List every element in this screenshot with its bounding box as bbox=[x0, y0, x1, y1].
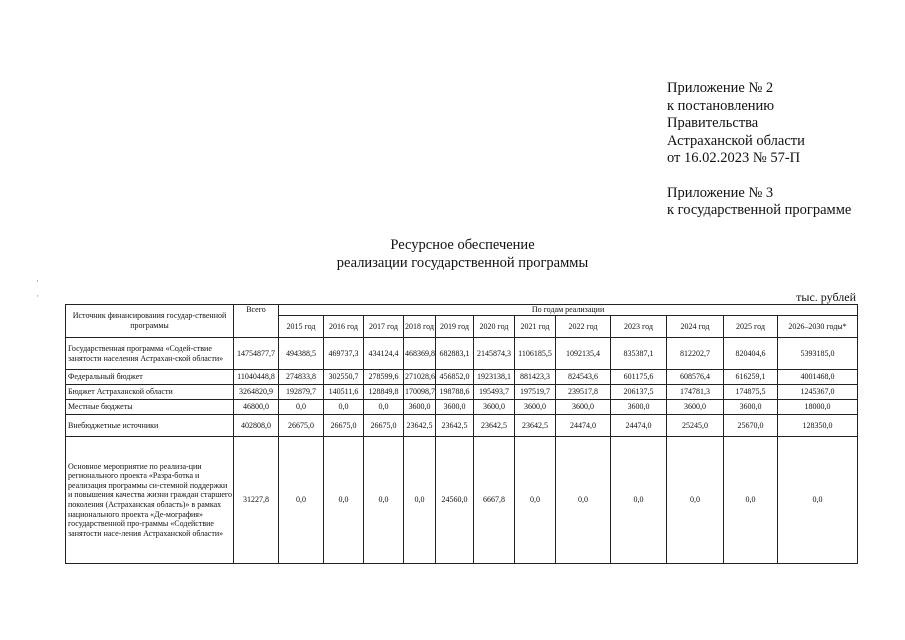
row-total: 31227,8 bbox=[234, 437, 279, 564]
row-total: 11040448,8 bbox=[234, 370, 279, 385]
year-value-cell: 23642,5 bbox=[474, 415, 515, 437]
year-value-cell: 24474,0 bbox=[611, 415, 667, 437]
header-year: 2015 год bbox=[279, 316, 324, 338]
year-value-cell: 1092135,4 bbox=[556, 338, 611, 370]
appendix-line: Астраханской области bbox=[667, 132, 805, 149]
year-value-cell: 3600,0 bbox=[556, 400, 611, 415]
resource-table bbox=[65, 304, 858, 564]
year-value-cell: 18000,0 bbox=[778, 400, 858, 415]
header-year: 2017 год bbox=[364, 316, 404, 338]
year-value-cell: 0,0 bbox=[364, 437, 404, 564]
year-value-cell: 682883,1 bbox=[436, 338, 474, 370]
header-year: 2020 год bbox=[474, 316, 515, 338]
year-value-cell: 239517,8 bbox=[556, 385, 611, 400]
year-value-cell: 3600,0 bbox=[474, 400, 515, 415]
year-value-cell: 1245367,0 bbox=[778, 385, 858, 400]
appendix-date-line: от 16.02.2023 № 57-П bbox=[667, 150, 801, 166]
header-year: 2022 год bbox=[556, 316, 611, 338]
year-value-cell: 3600,0 bbox=[515, 400, 556, 415]
year-value-cell: 2145874,3 bbox=[474, 338, 515, 370]
year-value-cell: 0,0 bbox=[667, 437, 724, 564]
scan-mark: · bbox=[36, 276, 39, 286]
year-value-cell: 0,0 bbox=[279, 437, 324, 564]
year-value-cell: 302550,7 bbox=[324, 370, 364, 385]
year-value-cell: 5393185,0 bbox=[778, 338, 858, 370]
year-value-cell: 601175,6 bbox=[611, 370, 667, 385]
resource-table-wrap bbox=[65, 304, 857, 564]
year-value-cell: 881423,3 bbox=[515, 370, 556, 385]
row-label: Основное мероприятие по реализа-ции регионального проекта «Разра-ботка и реализация программы си-стемной поддержки и повышения качества жизни граждан старшего поколения (Астраханская область)» в рамках национального проекта «Де-мография» государственной про-граммы «Содействие занятости насе-ления Астраханской области» bbox=[66, 437, 234, 564]
year-value-cell: 195493,7 bbox=[474, 385, 515, 400]
table-body bbox=[66, 338, 858, 564]
appendix-gap bbox=[667, 168, 851, 185]
appendix-line: к постановлению bbox=[667, 97, 775, 114]
title-line: реализации государственной программы bbox=[336, 255, 589, 271]
year-value-cell: 4001468,0 bbox=[778, 370, 858, 385]
table-row bbox=[66, 338, 858, 370]
table-row bbox=[66, 400, 858, 415]
year-value-cell: 835387,1 bbox=[611, 338, 667, 370]
row-label: Федеральный бюджет bbox=[66, 370, 234, 385]
year-value-cell: 0,0 bbox=[724, 437, 778, 564]
appendix-line: к государственной программе bbox=[667, 202, 852, 218]
year-value-cell: 198788,6 bbox=[436, 385, 474, 400]
year-value-cell: 820404,6 bbox=[724, 338, 778, 370]
header-year: 2021 год bbox=[515, 316, 556, 338]
year-value-cell: 3600,0 bbox=[667, 400, 724, 415]
year-value-cell: 469737,3 bbox=[324, 338, 364, 370]
row-total: 402808,0 bbox=[234, 415, 279, 437]
document-title bbox=[0, 236, 905, 272]
year-value-cell: 434124,4 bbox=[364, 338, 404, 370]
header-year: 2024 год bbox=[667, 316, 724, 338]
year-value-cell: 170098,7 bbox=[404, 385, 436, 400]
year-value-cell: 1106185,5 bbox=[515, 338, 556, 370]
units-label: тыс. рублей bbox=[796, 290, 856, 304]
header-year: 2023 год bbox=[611, 316, 667, 338]
year-value-cell: 26675,0 bbox=[364, 415, 404, 437]
year-value-cell: 0,0 bbox=[324, 400, 364, 415]
year-value-cell: 0,0 bbox=[279, 400, 324, 415]
header-year: 2025 год bbox=[724, 316, 778, 338]
year-value-cell: 128849,8 bbox=[364, 385, 404, 400]
header-by-years: По годам реализации bbox=[279, 305, 858, 316]
year-value-cell: 140511,6 bbox=[324, 385, 364, 400]
year-value-cell: 3600,0 bbox=[436, 400, 474, 415]
year-value-cell: 1923138,1 bbox=[474, 370, 515, 385]
year-value-cell: 3600,0 bbox=[724, 400, 778, 415]
table-row bbox=[66, 385, 858, 400]
year-value-cell: 206137,5 bbox=[611, 385, 667, 400]
title-line: Ресурсное обеспечение bbox=[390, 237, 535, 253]
year-value-cell: 494388,5 bbox=[279, 338, 324, 370]
row-total: 46800,0 bbox=[234, 400, 279, 415]
table-row bbox=[66, 437, 858, 564]
year-value-cell: 24560,0 bbox=[436, 437, 474, 564]
table-row bbox=[66, 415, 858, 437]
year-value-cell: 23642,5 bbox=[436, 415, 474, 437]
appendix-line: Правительства bbox=[667, 115, 759, 131]
year-value-cell: 25670,0 bbox=[724, 415, 778, 437]
year-value-cell: 468369,8 bbox=[404, 338, 436, 370]
year-value-cell: 174875,5 bbox=[724, 385, 778, 400]
year-value-cell: 616259,1 bbox=[724, 370, 778, 385]
year-value-cell: 26675,0 bbox=[324, 415, 364, 437]
year-value-cell: 0,0 bbox=[515, 437, 556, 564]
header-year: 2026–2030 годы* bbox=[778, 316, 858, 338]
year-value-cell: 812202,7 bbox=[667, 338, 724, 370]
year-value-cell: 3600,0 bbox=[404, 400, 436, 415]
header-year: 2016 год bbox=[324, 316, 364, 338]
year-value-cell: 0,0 bbox=[778, 437, 858, 564]
year-value-cell: 174781,3 bbox=[667, 385, 724, 400]
year-value-cell: 271028,6 bbox=[404, 370, 436, 385]
header-source: Источник финансирования государ-ственной программы bbox=[66, 305, 234, 338]
row-label: Внебюджетные источники bbox=[66, 415, 234, 437]
header-total: Всего bbox=[234, 305, 279, 338]
year-value-cell: 26675,0 bbox=[279, 415, 324, 437]
year-value-cell: 23642,5 bbox=[515, 415, 556, 437]
year-value-cell: 278599,6 bbox=[364, 370, 404, 385]
year-value-cell: 197519,7 bbox=[515, 385, 556, 400]
year-value-cell: 6667,8 bbox=[474, 437, 515, 564]
year-value-cell: 824543,6 bbox=[556, 370, 611, 385]
year-value-cell: 25245,0 bbox=[667, 415, 724, 437]
year-value-cell: 274833,8 bbox=[279, 370, 324, 385]
scan-mark: · bbox=[36, 291, 39, 301]
year-value-cell: 3600,0 bbox=[611, 400, 667, 415]
year-value-cell: 0,0 bbox=[611, 437, 667, 564]
header-year: 2018 год bbox=[404, 316, 436, 338]
year-value-cell: 0,0 bbox=[364, 400, 404, 415]
row-label: Бюджет Астраханской области bbox=[66, 385, 234, 400]
year-value-cell: 0,0 bbox=[324, 437, 364, 564]
appendix-line: Приложение № 2 bbox=[667, 80, 774, 96]
year-value-cell: 23642,5 bbox=[404, 415, 436, 437]
year-value-cell: 24474,0 bbox=[556, 415, 611, 437]
table-row bbox=[66, 370, 858, 385]
year-value-cell: 128350,0 bbox=[778, 415, 858, 437]
year-value-cell: 192879,7 bbox=[279, 385, 324, 400]
table-header-row bbox=[66, 305, 858, 316]
year-value-cell: 0,0 bbox=[556, 437, 611, 564]
appendix-block bbox=[667, 80, 851, 220]
year-value-cell: 0,0 bbox=[404, 437, 436, 564]
row-label: Местные бюджеты bbox=[66, 400, 234, 415]
header-year: 2019 год bbox=[436, 316, 474, 338]
row-total: 3264820,9 bbox=[234, 385, 279, 400]
row-total: 14754877,7 bbox=[234, 338, 279, 370]
year-value-cell: 608576,4 bbox=[667, 370, 724, 385]
row-label: Государственная программа «Содей-ствие занятости населения Астрахан-ской области» bbox=[66, 338, 234, 370]
appendix-line: Приложение № 3 bbox=[667, 184, 774, 201]
year-value-cell: 456852,0 bbox=[436, 370, 474, 385]
